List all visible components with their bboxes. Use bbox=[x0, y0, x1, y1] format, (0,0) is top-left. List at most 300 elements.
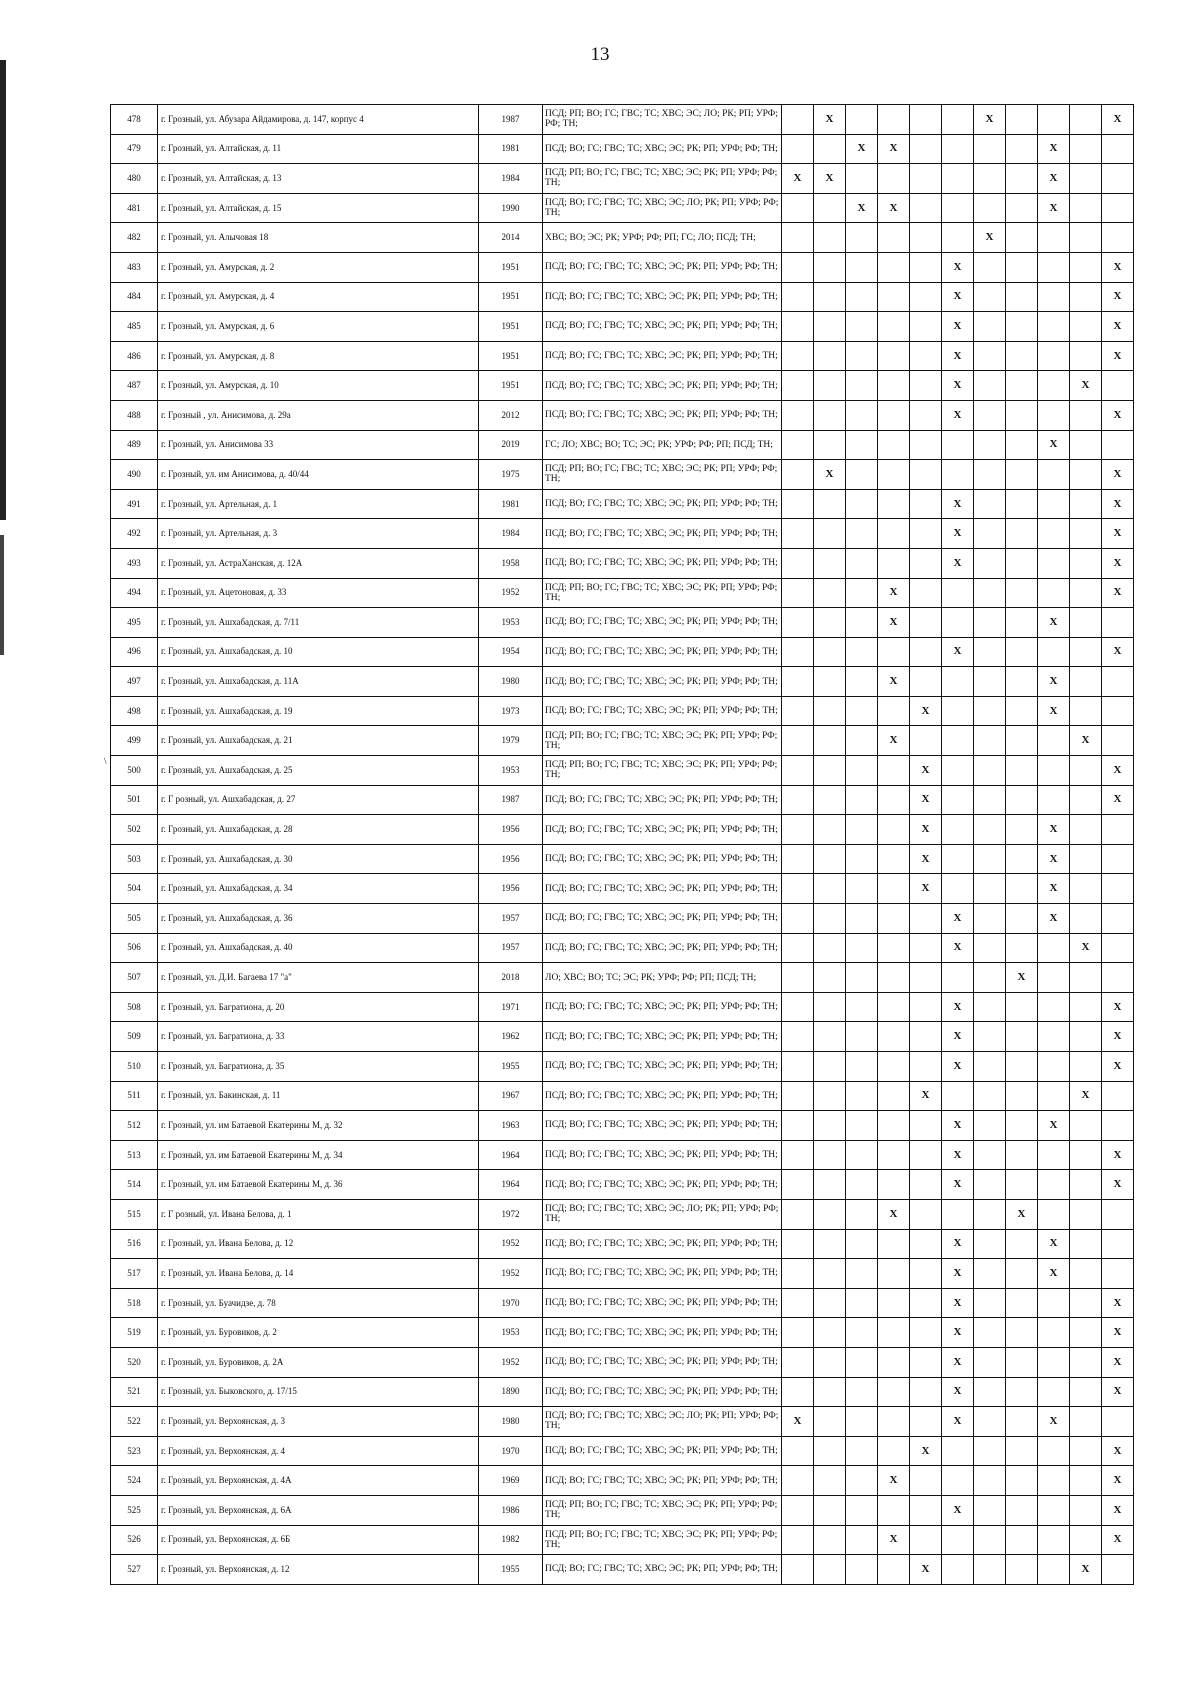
mark-cell bbox=[1102, 164, 1134, 194]
x-mark: X bbox=[1038, 193, 1070, 223]
mark-cell bbox=[910, 963, 942, 993]
row-number-cell: 518 bbox=[111, 1288, 158, 1318]
mark-cell bbox=[1070, 282, 1102, 312]
mark-cell bbox=[974, 430, 1006, 460]
mark-cell bbox=[814, 1436, 846, 1466]
row-number-cell: 515 bbox=[111, 1199, 158, 1229]
mark-cell bbox=[782, 1288, 814, 1318]
address-cell: г. Грозный, ул. Анисимова 33 bbox=[158, 430, 479, 460]
mark-cell bbox=[846, 1436, 878, 1466]
mark-cell bbox=[974, 1436, 1006, 1466]
x-mark: X bbox=[910, 1555, 942, 1585]
works-list-cell: ПСД; ВО; ГС; ГВС; ТС; ХВС; ЭС; РК; РП; УРФ; РФ; ТН; bbox=[543, 933, 782, 963]
address-cell: г. Грозный, ул. Амурская, д. 4 bbox=[158, 282, 479, 312]
mark-cell bbox=[1070, 400, 1102, 430]
year-cell: 1951 bbox=[479, 312, 543, 342]
works-list-cell: ПСД; ВО; ГС; ГВС; ТС; ХВС; ЭС; РК; РП; УРФ; РФ; ТН; bbox=[543, 1436, 782, 1466]
mark-cell bbox=[846, 1259, 878, 1289]
mark-cell bbox=[814, 1555, 846, 1585]
table-row bbox=[111, 1318, 1134, 1348]
x-mark: X bbox=[782, 164, 814, 194]
row-number-cell: 495 bbox=[111, 608, 158, 638]
year-cell: 2014 bbox=[479, 223, 543, 253]
mark-cell bbox=[910, 1495, 942, 1525]
table-row bbox=[111, 282, 1134, 312]
mark-cell bbox=[974, 460, 1006, 490]
x-mark: X bbox=[878, 1199, 910, 1229]
x-mark: X bbox=[1102, 1288, 1134, 1318]
mark-cell bbox=[942, 874, 974, 904]
mark-cell bbox=[846, 1555, 878, 1585]
address-cell: г. Грозный, ул. Верхоянская, д. 4А bbox=[158, 1466, 479, 1496]
mark-cell bbox=[846, 252, 878, 282]
x-mark: X bbox=[1070, 726, 1102, 756]
mark-cell bbox=[1006, 489, 1038, 519]
row-number-cell: 482 bbox=[111, 223, 158, 253]
mark-cell bbox=[782, 430, 814, 460]
row-number-cell: 521 bbox=[111, 1377, 158, 1407]
mark-cell bbox=[1038, 400, 1070, 430]
table-row bbox=[111, 164, 1134, 194]
mark-cell bbox=[942, 963, 974, 993]
mark-cell bbox=[942, 726, 974, 756]
works-list-cell: ПСД; ВО; ГС; ГВС; ТС; ХВС; ЭС; РК; РП; УРФ; РФ; ТН; bbox=[543, 1022, 782, 1052]
works-list-cell: ПСД; ВО; ГС; ГВС; ТС; ХВС; ЭС; РК; РП; УРФ; РФ; ТН; bbox=[543, 1259, 782, 1289]
mark-cell bbox=[846, 1111, 878, 1141]
mark-cell bbox=[1070, 992, 1102, 1022]
mark-cell bbox=[1070, 1022, 1102, 1052]
mark-cell bbox=[1006, 312, 1038, 342]
table-row bbox=[111, 312, 1134, 342]
row-number-cell: 503 bbox=[111, 844, 158, 874]
address-cell: г. Грозный, ул. Артельная, д. 1 bbox=[158, 489, 479, 519]
mark-cell bbox=[1006, 933, 1038, 963]
address-cell: г. Грозный, ул. Буровиков, д. 2 bbox=[158, 1318, 479, 1348]
table-row bbox=[111, 1347, 1134, 1377]
table-row bbox=[111, 578, 1134, 608]
works-list-cell: ПСД; ВО; ГС; ГВС; ТС; ХВС; ЭС; РК; РП; УРФ; РФ; ТН; bbox=[543, 637, 782, 667]
mark-cell bbox=[1102, 1259, 1134, 1289]
row-number-cell: 502 bbox=[111, 815, 158, 845]
mark-cell bbox=[1038, 548, 1070, 578]
x-mark: X bbox=[942, 312, 974, 342]
mark-cell bbox=[814, 1052, 846, 1082]
works-list-cell: ПСД; ВО; ГС; ГВС; ТС; ХВС; ЭС; РК; РП; УРФ; РФ; ТН; bbox=[543, 548, 782, 578]
mark-cell bbox=[878, 312, 910, 342]
mark-cell bbox=[846, 785, 878, 815]
year-cell: 1970 bbox=[479, 1436, 543, 1466]
mark-cell bbox=[1070, 1377, 1102, 1407]
mark-cell bbox=[782, 992, 814, 1022]
x-mark: X bbox=[814, 164, 846, 194]
address-cell: г. Грозный, ул. Ашхабадская, д. 25 bbox=[158, 756, 479, 786]
works-list-cell: ХВС; ВО; ЭС; РК; УРФ; РФ; РП; ГС; ЛО; ПСД; ТН; bbox=[543, 223, 782, 253]
mark-cell bbox=[878, 223, 910, 253]
works-list-cell: ПСД; РП; ВО; ГС; ГВС; ТС; ХВС; ЭС; РК; РП; УРФ; РФ; ТН; bbox=[543, 578, 782, 608]
mark-cell bbox=[1070, 252, 1102, 282]
mark-cell bbox=[878, 1555, 910, 1585]
mark-cell bbox=[846, 1081, 878, 1111]
mark-cell bbox=[1070, 844, 1102, 874]
mark-cell bbox=[910, 1140, 942, 1170]
x-mark: X bbox=[814, 460, 846, 490]
works-list-cell: ПСД; ВО; ГС; ГВС; ТС; ХВС; ЭС; РК; РП; УРФ; РФ; ТН; bbox=[543, 785, 782, 815]
mark-cell bbox=[814, 608, 846, 638]
mark-cell bbox=[846, 400, 878, 430]
mark-cell bbox=[814, 844, 846, 874]
mark-cell bbox=[814, 400, 846, 430]
mark-cell bbox=[814, 1259, 846, 1289]
mark-cell bbox=[1038, 519, 1070, 549]
x-mark: X bbox=[1038, 608, 1070, 638]
table-row bbox=[111, 874, 1134, 904]
mark-cell bbox=[782, 667, 814, 697]
row-number-cell: 524 bbox=[111, 1466, 158, 1496]
mark-cell bbox=[1006, 1555, 1038, 1585]
mark-cell bbox=[782, 1259, 814, 1289]
mark-cell bbox=[1070, 1259, 1102, 1289]
x-mark: X bbox=[942, 1052, 974, 1082]
mark-cell bbox=[974, 726, 1006, 756]
mark-cell bbox=[1006, 1525, 1038, 1555]
mark-cell bbox=[1038, 1436, 1070, 1466]
mark-cell bbox=[942, 844, 974, 874]
mark-cell bbox=[782, 904, 814, 934]
mark-cell bbox=[974, 785, 1006, 815]
mark-cell bbox=[878, 1229, 910, 1259]
mark-cell bbox=[1070, 1347, 1102, 1377]
x-mark: X bbox=[1038, 667, 1070, 697]
works-list-cell: ПСД; ВО; ГС; ГВС; ТС; ХВС; ЭС; РК; РП; УРФ; РФ; ТН; bbox=[543, 1052, 782, 1082]
table-row bbox=[111, 1288, 1134, 1318]
mark-cell bbox=[814, 1140, 846, 1170]
mark-cell bbox=[1070, 193, 1102, 223]
mark-cell bbox=[814, 282, 846, 312]
mark-cell bbox=[910, 1525, 942, 1555]
table-row bbox=[111, 1495, 1134, 1525]
x-mark: X bbox=[1038, 696, 1070, 726]
mark-cell bbox=[878, 105, 910, 135]
mark-cell bbox=[814, 223, 846, 253]
x-mark: X bbox=[1070, 1555, 1102, 1585]
works-list-cell: ПСД; ВО; ГС; ГВС; ТС; ХВС; ЭС; РК; РП; УРФ; РФ; ТН; bbox=[543, 1229, 782, 1259]
mark-cell bbox=[910, 578, 942, 608]
mark-cell bbox=[782, 134, 814, 164]
mark-cell bbox=[1006, 341, 1038, 371]
row-number-cell: 486 bbox=[111, 341, 158, 371]
mark-cell bbox=[878, 1140, 910, 1170]
x-mark: X bbox=[1102, 1525, 1134, 1555]
x-mark: X bbox=[1102, 460, 1134, 490]
mark-cell bbox=[974, 193, 1006, 223]
table-row bbox=[111, 400, 1134, 430]
mark-cell bbox=[846, 371, 878, 401]
mark-cell bbox=[910, 193, 942, 223]
address-cell: г. Грозный, ул. Буровиков, д. 2А bbox=[158, 1347, 479, 1377]
year-cell: 2012 bbox=[479, 400, 543, 430]
address-cell: г. Грозный, ул. Алтайская, д. 15 bbox=[158, 193, 479, 223]
scan-edge-artifact bbox=[0, 535, 4, 655]
mark-cell bbox=[1102, 726, 1134, 756]
works-list-cell: ПСД; ВО; ГС; ГВС; ТС; ХВС; ЭС; РК; РП; УРФ; РФ; ТН; bbox=[543, 341, 782, 371]
table-row bbox=[111, 252, 1134, 282]
x-mark: X bbox=[1102, 1052, 1134, 1082]
mark-cell bbox=[814, 519, 846, 549]
x-mark: X bbox=[910, 785, 942, 815]
mark-cell bbox=[910, 164, 942, 194]
mark-cell bbox=[1102, 963, 1134, 993]
year-cell: 1952 bbox=[479, 1259, 543, 1289]
x-mark: X bbox=[910, 696, 942, 726]
mark-cell bbox=[974, 815, 1006, 845]
mark-cell bbox=[846, 756, 878, 786]
works-list-cell: ЛО; ХВС; ВО; ТС; ЭС; РК; УРФ; РФ; РП; ПСД; ТН; bbox=[543, 963, 782, 993]
mark-cell bbox=[974, 1495, 1006, 1525]
address-cell: г. Грозный, ул. им Батаевой Екатерины М, д. 32 bbox=[158, 1111, 479, 1141]
mark-cell bbox=[814, 193, 846, 223]
mark-cell bbox=[814, 341, 846, 371]
mark-cell bbox=[1006, 1229, 1038, 1259]
year-cell: 1956 bbox=[479, 874, 543, 904]
mark-cell bbox=[974, 1466, 1006, 1496]
works-list-cell: ПСД; ВО; ГС; ГВС; ТС; ХВС; ЭС; РК; РП; УРФ; РФ; ТН; bbox=[543, 1377, 782, 1407]
table-row bbox=[111, 1377, 1134, 1407]
mark-cell bbox=[846, 608, 878, 638]
table-row bbox=[111, 637, 1134, 667]
mark-cell bbox=[1038, 1525, 1070, 1555]
mark-cell bbox=[782, 105, 814, 135]
mark-cell bbox=[814, 371, 846, 401]
works-list-cell: ПСД; ВО; ГС; ГВС; ТС; ХВС; ЭС; ЛО; РК; РП; УРФ; РФ; ТН; bbox=[543, 193, 782, 223]
table-row bbox=[111, 1436, 1134, 1466]
mark-cell bbox=[1038, 252, 1070, 282]
mark-cell bbox=[1006, 667, 1038, 697]
mark-cell bbox=[942, 193, 974, 223]
row-number-cell: 526 bbox=[111, 1525, 158, 1555]
mark-cell bbox=[782, 844, 814, 874]
mark-cell bbox=[910, 460, 942, 490]
mark-cell bbox=[782, 519, 814, 549]
x-mark: X bbox=[942, 1022, 974, 1052]
row-number-cell: 491 bbox=[111, 489, 158, 519]
mark-cell bbox=[974, 1407, 1006, 1437]
mark-cell bbox=[974, 1318, 1006, 1348]
row-number-cell: 493 bbox=[111, 548, 158, 578]
row-number-cell: 501 bbox=[111, 785, 158, 815]
mark-cell bbox=[846, 1022, 878, 1052]
mark-cell bbox=[782, 371, 814, 401]
mark-cell bbox=[878, 430, 910, 460]
mark-cell bbox=[846, 815, 878, 845]
mark-cell bbox=[782, 400, 814, 430]
mark-cell bbox=[782, 696, 814, 726]
address-cell: г. Грозный, ул. Амурская, д. 6 bbox=[158, 312, 479, 342]
x-mark: X bbox=[1102, 312, 1134, 342]
address-cell: г. Грозный, ул. Багратиона, д. 20 bbox=[158, 992, 479, 1022]
x-mark: X bbox=[942, 341, 974, 371]
mark-cell bbox=[846, 341, 878, 371]
mark-cell bbox=[1006, 1111, 1038, 1141]
mark-cell bbox=[1038, 1495, 1070, 1525]
year-cell: 1980 bbox=[479, 667, 543, 697]
address-cell: г. Грозный, ул. Буачидзе, д. 78 bbox=[158, 1288, 479, 1318]
mark-cell bbox=[974, 1199, 1006, 1229]
mark-cell bbox=[910, 1347, 942, 1377]
x-mark: X bbox=[1038, 1111, 1070, 1141]
mark-cell bbox=[974, 1347, 1006, 1377]
mark-cell bbox=[974, 874, 1006, 904]
mark-cell bbox=[782, 874, 814, 904]
mark-cell bbox=[1102, 667, 1134, 697]
mark-cell bbox=[974, 371, 1006, 401]
x-mark: X bbox=[942, 1318, 974, 1348]
x-mark: X bbox=[1070, 1081, 1102, 1111]
mark-cell bbox=[878, 1347, 910, 1377]
address-cell: г. Грозный, ул. им Батаевой Екатерины М, д. 34 bbox=[158, 1140, 479, 1170]
mark-cell bbox=[878, 1259, 910, 1289]
works-list-cell: ПСД; ВО; ГС; ГВС; ТС; ХВС; ЭС; РК; РП; УРФ; РФ; ТН; bbox=[543, 134, 782, 164]
mark-cell bbox=[782, 1495, 814, 1525]
x-mark: X bbox=[910, 1081, 942, 1111]
mark-cell bbox=[814, 1111, 846, 1141]
mark-cell bbox=[1070, 1318, 1102, 1348]
mark-cell bbox=[1006, 608, 1038, 638]
mark-cell bbox=[1038, 785, 1070, 815]
x-mark: X bbox=[910, 756, 942, 786]
x-mark: X bbox=[942, 1347, 974, 1377]
mark-cell bbox=[878, 963, 910, 993]
x-mark: X bbox=[942, 1377, 974, 1407]
mark-cell bbox=[910, 933, 942, 963]
mark-cell bbox=[910, 223, 942, 253]
year-cell: 1951 bbox=[479, 282, 543, 312]
row-number-cell: 489 bbox=[111, 430, 158, 460]
mark-cell bbox=[1070, 1140, 1102, 1170]
row-number-cell: 490 bbox=[111, 460, 158, 490]
mark-cell bbox=[910, 1052, 942, 1082]
x-mark: X bbox=[942, 1170, 974, 1200]
mark-cell bbox=[782, 193, 814, 223]
mark-cell bbox=[1006, 430, 1038, 460]
mark-cell bbox=[942, 667, 974, 697]
mark-cell bbox=[1070, 489, 1102, 519]
address-cell: г. Грозный, ул. Верхоянская, д. 6А bbox=[158, 1495, 479, 1525]
mark-cell bbox=[846, 1525, 878, 1555]
mark-cell bbox=[782, 1347, 814, 1377]
mark-cell bbox=[846, 1288, 878, 1318]
mark-cell bbox=[846, 223, 878, 253]
mark-cell bbox=[846, 519, 878, 549]
mark-cell bbox=[974, 282, 1006, 312]
row-number-cell: 527 bbox=[111, 1555, 158, 1585]
mark-cell bbox=[1070, 519, 1102, 549]
mark-cell bbox=[1070, 1525, 1102, 1555]
year-cell: 1984 bbox=[479, 519, 543, 549]
x-mark: X bbox=[878, 726, 910, 756]
works-list-cell: ПСД; ВО; ГС; ГВС; ТС; ХВС; ЭС; РК; РП; УРФ; РФ; ТН; bbox=[543, 1318, 782, 1348]
mark-cell bbox=[910, 608, 942, 638]
table-row bbox=[111, 904, 1134, 934]
mark-cell bbox=[910, 1318, 942, 1348]
mark-cell bbox=[1006, 992, 1038, 1022]
year-cell: 1953 bbox=[479, 608, 543, 638]
address-cell: г. Грозный, ул. Алтайская, д. 13 bbox=[158, 164, 479, 194]
mark-cell bbox=[1006, 785, 1038, 815]
mark-cell bbox=[942, 815, 974, 845]
year-cell: 1986 bbox=[479, 1495, 543, 1525]
mark-cell bbox=[878, 1170, 910, 1200]
mark-cell bbox=[1038, 578, 1070, 608]
mark-cell bbox=[1006, 726, 1038, 756]
x-mark: X bbox=[942, 489, 974, 519]
mark-cell bbox=[1038, 489, 1070, 519]
table-row bbox=[111, 1259, 1134, 1289]
works-list-cell: ПСД; ВО; ГС; ГВС; ТС; ХВС; ЭС; РК; РП; УРФ; РФ; ТН; bbox=[543, 371, 782, 401]
mark-cell bbox=[1038, 726, 1070, 756]
table-row bbox=[111, 785, 1134, 815]
works-list-cell: ПСД; РП; ВО; ГС; ГВС; ТС; ХВС; ЭС; РК; РП; УРФ; РФ; ТН; bbox=[543, 1525, 782, 1555]
mark-cell bbox=[782, 548, 814, 578]
x-mark: X bbox=[942, 548, 974, 578]
x-mark: X bbox=[1102, 400, 1134, 430]
mark-cell bbox=[1102, 134, 1134, 164]
row-number-cell: 505 bbox=[111, 904, 158, 934]
mark-cell bbox=[878, 1111, 910, 1141]
mark-cell bbox=[1070, 1199, 1102, 1229]
table-row bbox=[111, 667, 1134, 697]
mark-cell bbox=[1006, 578, 1038, 608]
mark-cell bbox=[1038, 1555, 1070, 1585]
year-cell: 1984 bbox=[479, 164, 543, 194]
mark-cell bbox=[782, 312, 814, 342]
x-mark: X bbox=[1038, 844, 1070, 874]
mark-cell bbox=[878, 341, 910, 371]
mark-cell bbox=[1006, 1347, 1038, 1377]
address-cell: г. Грозный, ул. Амурская, д. 2 bbox=[158, 252, 479, 282]
mark-cell bbox=[878, 637, 910, 667]
mark-cell bbox=[1070, 1407, 1102, 1437]
mark-cell bbox=[782, 933, 814, 963]
mark-cell bbox=[878, 489, 910, 519]
row-number-cell: 488 bbox=[111, 400, 158, 430]
works-list-cell: ПСД; ВО; ГС; ГВС; ТС; ХВС; ЭС; РК; РП; УРФ; РФ; ТН; bbox=[543, 874, 782, 904]
row-number-cell: 525 bbox=[111, 1495, 158, 1525]
x-mark: X bbox=[942, 1140, 974, 1170]
mark-cell bbox=[910, 1377, 942, 1407]
x-mark: X bbox=[1006, 1199, 1038, 1229]
x-mark: X bbox=[1070, 371, 1102, 401]
x-mark: X bbox=[1102, 519, 1134, 549]
address-cell: г. Грозный, ул. им Анисимова, д. 40/44 bbox=[158, 460, 479, 490]
address-cell: г. Грозный, ул. Ашхабадская, д. 40 bbox=[158, 933, 479, 963]
mark-cell bbox=[974, 696, 1006, 726]
x-mark: X bbox=[942, 933, 974, 963]
mark-cell bbox=[1006, 164, 1038, 194]
table-row bbox=[111, 963, 1134, 993]
mark-cell bbox=[782, 1170, 814, 1200]
mark-cell bbox=[974, 252, 1006, 282]
table-row bbox=[111, 1199, 1134, 1229]
mark-cell bbox=[1006, 1052, 1038, 1082]
row-number-cell: 499 bbox=[111, 726, 158, 756]
works-list-cell: ПСД; ВО; ГС; ГВС; ТС; ХВС; ЭС; РК; РП; УРФ; РФ; ТН; bbox=[543, 252, 782, 282]
table-row bbox=[111, 1407, 1134, 1437]
mark-cell bbox=[814, 134, 846, 164]
year-cell: 1957 bbox=[479, 904, 543, 934]
mark-cell bbox=[846, 904, 878, 934]
mark-cell bbox=[1006, 1288, 1038, 1318]
works-list-cell: ПСД; ВО; ГС; ГВС; ТС; ХВС; ЭС; РК; РП; УРФ; РФ; ТН; bbox=[543, 1466, 782, 1496]
